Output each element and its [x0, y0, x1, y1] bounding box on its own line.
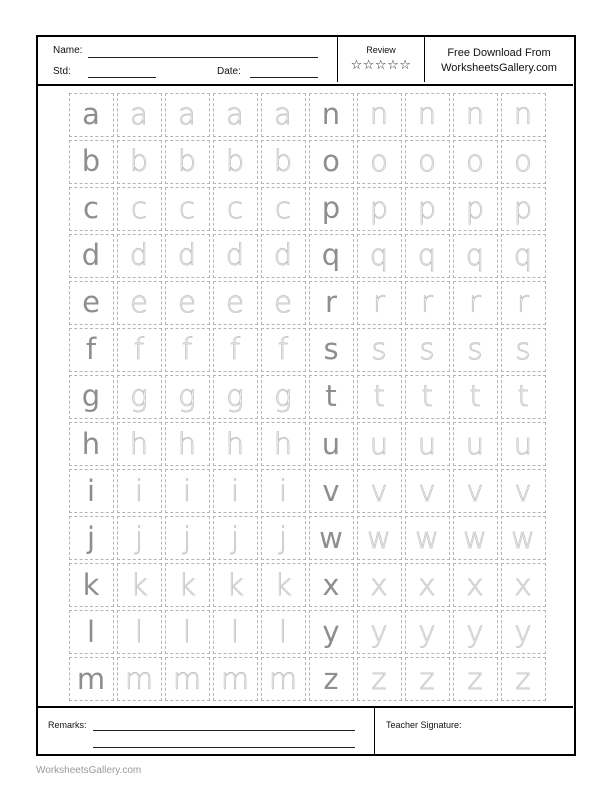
trace-letter-cell[interactable]: e [261, 281, 306, 325]
trace-letter-cell[interactable]: z [357, 657, 402, 701]
trace-letter-cell[interactable]: i [213, 469, 258, 513]
trace-letter-cell[interactable]: l [213, 610, 258, 654]
trace-letter-cell[interactable]: r [501, 281, 546, 325]
trace-letter-cell[interactable]: s [453, 328, 498, 372]
trace-letter-cell[interactable]: i [261, 469, 306, 513]
trace-letter-cell[interactable]: u [357, 422, 402, 466]
model-letter-cell: t [309, 375, 354, 419]
model-letter-cell: y [309, 610, 354, 654]
watermark: WorksheetsGallery.com [36, 765, 142, 776]
trace-letter-cell[interactable]: q [357, 234, 402, 278]
model-letter-cell: d [69, 234, 114, 278]
trace-letter-cell[interactable]: m [261, 657, 306, 701]
trace-letter-cell[interactable]: j [117, 516, 162, 560]
trace-letter-cell[interactable]: x [501, 563, 546, 607]
trace-letter-cell[interactable]: e [117, 281, 162, 325]
download-info-section [425, 37, 573, 82]
trace-letter-cell[interactable]: k [213, 563, 258, 607]
model-letter-cell: k [69, 563, 114, 607]
trace-letter-cell[interactable]: o [405, 140, 450, 184]
model-letter-cell: z [309, 657, 354, 701]
remarks-line-1[interactable] [93, 730, 355, 731]
trace-letter-cell[interactable]: a [261, 93, 306, 137]
trace-letter-cell[interactable]: v [405, 469, 450, 513]
trace-letter-cell[interactable]: c [165, 187, 210, 231]
trace-letter-cell[interactable]: p [405, 187, 450, 231]
trace-letter-cell[interactable]: v [453, 469, 498, 513]
trace-letter-cell[interactable]: j [213, 516, 258, 560]
model-letter-cell: l [69, 610, 114, 654]
trace-letter-cell[interactable]: p [501, 187, 546, 231]
trace-letter-cell[interactable]: y [357, 610, 402, 654]
review-stars-icon[interactable]: ☆☆☆☆☆ [350, 58, 412, 73]
trace-letter-cell[interactable]: c [117, 187, 162, 231]
trace-letter-cell[interactable]: n [357, 93, 402, 137]
remarks-line-2[interactable] [93, 747, 355, 748]
trace-letter-cell[interactable]: o [501, 140, 546, 184]
trace-letter-cell[interactable]: b [165, 140, 210, 184]
date-label: Date: [217, 66, 241, 77]
trace-letter-cell[interactable]: a [213, 93, 258, 137]
trace-letter-cell[interactable]: k [261, 563, 306, 607]
trace-letter-cell[interactable]: i [165, 469, 210, 513]
model-letter-cell: o [309, 140, 354, 184]
trace-letter-cell[interactable]: u [501, 422, 546, 466]
model-letter-cell: p [309, 187, 354, 231]
trace-letter-cell[interactable]: h [165, 422, 210, 466]
trace-letter-cell[interactable]: r [453, 281, 498, 325]
trace-letter-cell[interactable]: p [357, 187, 402, 231]
trace-letter-cell[interactable]: z [453, 657, 498, 701]
student-info-section [38, 37, 338, 82]
trace-letter-cell[interactable]: d [213, 234, 258, 278]
model-letter-cell: h [69, 422, 114, 466]
worksheet-frame [36, 35, 576, 756]
trace-letter-cell[interactable]: b [213, 140, 258, 184]
trace-letter-cell[interactable]: x [405, 563, 450, 607]
trace-letter-cell[interactable]: r [357, 281, 402, 325]
trace-letter-cell[interactable]: y [405, 610, 450, 654]
remarks-section [38, 708, 375, 756]
trace-letter-cell[interactable]: l [165, 610, 210, 654]
trace-letter-cell[interactable]: s [357, 328, 402, 372]
model-letter-cell: m [69, 657, 114, 701]
website-text: WorksheetsGallery.com [441, 62, 557, 74]
teacher-signature-section [374, 708, 573, 756]
model-letter-cell: n [309, 93, 354, 137]
name-label: Name: [53, 45, 83, 56]
trace-letter-cell[interactable]: m [117, 657, 162, 701]
trace-letter-cell[interactable]: i [117, 469, 162, 513]
trace-letter-cell[interactable]: w [453, 516, 498, 560]
trace-letter-cell[interactable]: e [165, 281, 210, 325]
model-letter-cell: r [309, 281, 354, 325]
trace-letter-cell[interactable]: k [165, 563, 210, 607]
std-label: Std: [53, 66, 71, 77]
model-letter-cell: u [309, 422, 354, 466]
trace-letter-cell[interactable]: t [405, 375, 450, 419]
trace-letter-cell[interactable]: n [405, 93, 450, 137]
trace-letter-cell[interactable]: c [261, 187, 306, 231]
review-label: Review [366, 45, 396, 55]
trace-letter-cell[interactable]: f [261, 328, 306, 372]
model-letter-cell: b [69, 140, 114, 184]
trace-letter-cell[interactable]: a [117, 93, 162, 137]
model-letter-cell: a [69, 93, 114, 137]
trace-letter-cell[interactable]: m [213, 657, 258, 701]
trace-letter-cell[interactable]: j [261, 516, 306, 560]
model-letter-cell: f [69, 328, 114, 372]
trace-letter-cell[interactable]: w [357, 516, 402, 560]
model-letter-cell: v [309, 469, 354, 513]
trace-letter-cell[interactable]: x [453, 563, 498, 607]
trace-letter-cell[interactable]: y [501, 610, 546, 654]
trace-letter-cell[interactable]: d [261, 234, 306, 278]
trace-letter-cell[interactable]: g [117, 375, 162, 419]
trace-letter-cell[interactable]: j [165, 516, 210, 560]
model-letter-cell: s [309, 328, 354, 372]
review-section [338, 37, 425, 82]
trace-letter-cell[interactable]: h [117, 422, 162, 466]
trace-letter-cell[interactable]: l [117, 610, 162, 654]
trace-letter-cell[interactable]: t [453, 375, 498, 419]
teacher-signature-label: Teacher Signature: [386, 720, 462, 730]
trace-letter-cell[interactable]: m [165, 657, 210, 701]
letter-tracing-grid [67, 91, 547, 703]
trace-letter-cell[interactable]: n [453, 93, 498, 137]
free-download-text: Free Download From [447, 47, 551, 59]
trace-letter-cell[interactable]: o [357, 140, 402, 184]
trace-letter-cell[interactable]: o [453, 140, 498, 184]
trace-letter-cell[interactable]: f [213, 328, 258, 372]
trace-letter-cell[interactable]: b [261, 140, 306, 184]
trace-letter-cell[interactable]: g [165, 375, 210, 419]
trace-letter-cell[interactable]: v [501, 469, 546, 513]
trace-letter-cell[interactable]: d [117, 234, 162, 278]
trace-letter-cell[interactable]: h [261, 422, 306, 466]
trace-letter-cell[interactable]: z [501, 657, 546, 701]
trace-letter-cell[interactable]: x [357, 563, 402, 607]
trace-letter-cell[interactable]: e [213, 281, 258, 325]
trace-letter-cell[interactable]: k [117, 563, 162, 607]
model-letter-cell: q [309, 234, 354, 278]
trace-letter-cell[interactable]: t [501, 375, 546, 419]
worksheet-header [38, 37, 573, 86]
trace-letter-cell[interactable]: q [405, 234, 450, 278]
trace-letter-cell[interactable]: s [405, 328, 450, 372]
trace-letter-cell[interactable]: g [261, 375, 306, 419]
std-field[interactable] [88, 77, 156, 78]
trace-letter-cell[interactable]: p [453, 187, 498, 231]
trace-letter-cell[interactable]: g [213, 375, 258, 419]
model-letter-cell: w [309, 516, 354, 560]
trace-letter-cell[interactable]: b [117, 140, 162, 184]
trace-letter-cell[interactable]: u [405, 422, 450, 466]
trace-letter-cell[interactable]: z [405, 657, 450, 701]
remarks-label: Remarks: [48, 720, 87, 730]
trace-letter-cell[interactable]: c [213, 187, 258, 231]
trace-letter-cell[interactable]: d [165, 234, 210, 278]
trace-letter-cell[interactable]: f [117, 328, 162, 372]
trace-letter-cell[interactable]: a [165, 93, 210, 137]
trace-letter-cell[interactable]: v [357, 469, 402, 513]
trace-letter-cell[interactable]: q [501, 234, 546, 278]
trace-letter-cell[interactable]: f [165, 328, 210, 372]
worksheet-footer [38, 706, 573, 756]
model-letter-cell: j [69, 516, 114, 560]
trace-letter-cell[interactable]: s [501, 328, 546, 372]
trace-letter-cell[interactable]: w [501, 516, 546, 560]
model-letter-cell: e [69, 281, 114, 325]
date-field[interactable] [250, 77, 318, 78]
model-letter-cell: c [69, 187, 114, 231]
trace-letter-cell[interactable]: q [453, 234, 498, 278]
trace-letter-cell[interactable]: l [261, 610, 306, 654]
trace-letter-cell[interactable]: y [453, 610, 498, 654]
model-letter-cell: g [69, 375, 114, 419]
trace-letter-cell[interactable]: w [405, 516, 450, 560]
name-field[interactable] [88, 57, 318, 58]
trace-letter-cell[interactable]: n [501, 93, 546, 137]
model-letter-cell: i [69, 469, 114, 513]
trace-letter-cell[interactable]: u [453, 422, 498, 466]
trace-letter-cell[interactable]: t [357, 375, 402, 419]
model-letter-cell: x [309, 563, 354, 607]
trace-letter-cell[interactable]: r [405, 281, 450, 325]
trace-letter-cell[interactable]: h [213, 422, 258, 466]
